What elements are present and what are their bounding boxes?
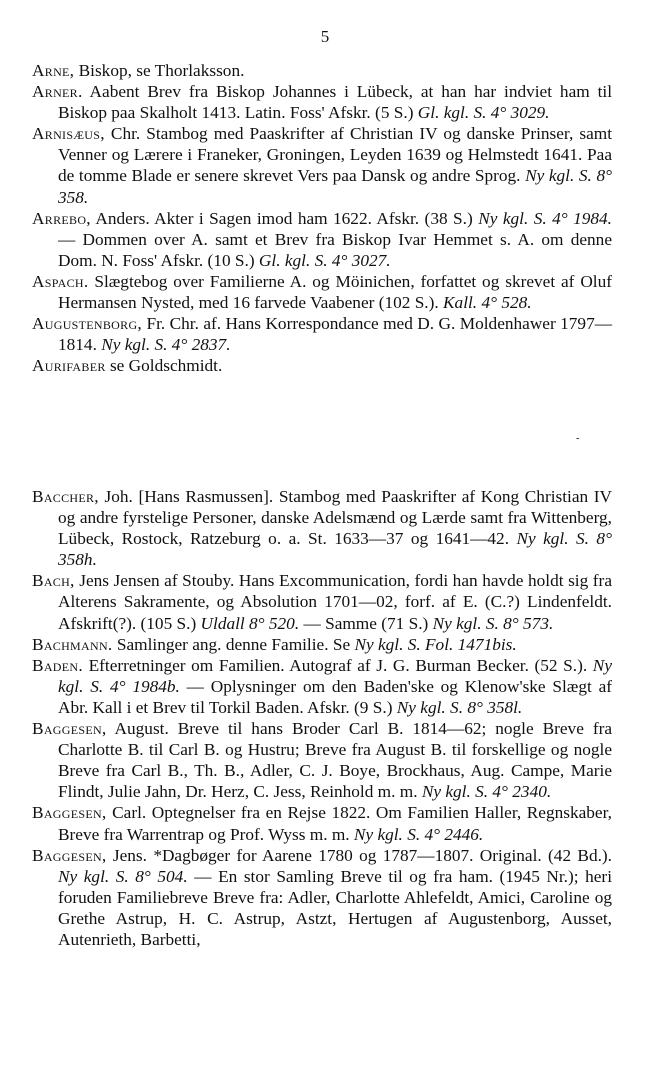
entry-text: Jens Jensen af Stouby. Hans Excommunication, fordi han havde holdt sig fra Alterens Sakramente, og Absolution 1701—02, forf. af E. (C.?) Lindenfeldt. Afskrift(?). (105 S.) xyxy=(58,571,612,633)
entry-bachmann xyxy=(32,634,612,655)
entries-section-a xyxy=(32,60,612,376)
shelfmark: Ny kgl. S. 4° 1984b. xyxy=(58,655,612,696)
entry-bach xyxy=(32,570,612,633)
entry-baggesen-august xyxy=(32,718,612,802)
entry-text: se Goldschmidt. xyxy=(105,356,223,376)
entry-baden xyxy=(32,655,612,718)
shelfmark: Ny kgl. S. 8° 358l. xyxy=(396,697,523,717)
entry-head: Arne, xyxy=(32,61,75,80)
entry-head: Bach, xyxy=(32,571,75,591)
entry-arne xyxy=(32,60,612,81)
entry-text: Jens. *Dagbøger for Aarene 1780 og 1787—1807. Original. (42 Bd.). xyxy=(106,845,612,865)
shelfmark: Ny kgl. S. 4° 2340. xyxy=(421,782,552,802)
entry-text: Joh. [Hans Rasmussen]. Stambog med Paaskrifter af Kong Christian IV og andre fyrstelige Personer, danske Adelsmænd og Lærde samt fra Wittenberg, Lübeck, Rostock, Ratzeburg o. a. St. 1633—37 og 1641—42. xyxy=(58,487,612,549)
entry-text: August. Breve til hans Broder Carl B. 1814—62; nogle Breve fra Charlotte B. til Carl B. og Hustru; Breve fra August B. til forskellige og nogle Breve fra Carl B., Th. B., Adler, C. J. Boye, Brockhaus, Aug. Campe, Marie Flindt, Julie Jahn, Dr. Herz, C. Jess, Reinhold m. m. xyxy=(58,719,612,802)
entry-text: Aabent Brev fra Biskop Johannes i Lübeck, at han har indviet ham til Biskop paa Skalholt 1413. Latin. Foss' Afskr. (5 S.) xyxy=(58,82,612,123)
entry-aurifaber xyxy=(32,355,612,376)
entry-text: — En stor Samling Breve til og fra ham. (1945 Nr.); heri foruden Familiebreve Breve fra: Adler, Charlotte Ahlefeldt, Amici, Caroline og Grethe Astrup, H. C. Astrup, Astzt, Hertugen af Augustenborg, Ausset, Autenrieth, Barbetti, xyxy=(58,866,612,949)
entry-arrebo xyxy=(32,208,612,271)
entry-text: Carl. Optegnelser fra en Rejse 1822. Om Familien Haller, Regnskaber, Breve fra Warrentrap og Prof. Wyss m. m. xyxy=(58,803,612,844)
entry-arnisaeus xyxy=(32,123,612,207)
shelfmark: Ny kgl. S. 8° 358. xyxy=(58,166,612,207)
shelfmark: Gl. kgl. S. 4° 3027. xyxy=(258,250,391,270)
entry-baggesen-carl xyxy=(32,802,612,844)
entry-arner xyxy=(32,81,612,123)
entry-text: — Dommen over A. samt et Brev fra Biskop Ivar Hemmet s. A. om denne Dom. N. Foss' Afskr. (10 S.) xyxy=(58,229,612,270)
shelfmark: Kall. 4° 528. xyxy=(443,293,532,313)
entry-text: Anders. Akter i Sagen imod ham 1622. Afskr. (38 S.) xyxy=(90,208,479,228)
entry-text: Biskop, se Thorlaksson. xyxy=(74,61,245,80)
entry-head: Baden. xyxy=(32,655,83,675)
shelfmark: Ny kgl. S. 4° 2837. xyxy=(101,335,231,355)
entry-head: Aurifaber xyxy=(32,356,106,376)
entry-text: Fr. Chr. af. Hans Korrespondance med D. G. Moldenhawer 1797—1814. xyxy=(58,314,612,355)
entry-baggesen-jens xyxy=(32,845,612,950)
entry-text: Chr. Stambog med Paaskrifter af Christian IV og danske Prinser, samt Venner og Lærere i Franeker, Groningen, Leyden 1639 og Helmstedt 1641. Paa de tomme Blade er senere skrevet Vers paa Dansk og andre Sprog. xyxy=(58,124,612,186)
entry-baccher xyxy=(32,486,612,570)
entry-text: Slægtebog over Familierne A. og Möinichen, forfattet og skrevet af Oluf Hermansen Nysted, med 16 farvede Vaabener (102 S.). xyxy=(58,271,612,313)
entries-section-b xyxy=(32,486,612,950)
entry-text: Efterretninger om Familien. Autograf af J. G. Burman Becker. (52 S.). xyxy=(82,655,593,675)
shelfmark: Ny kgl. S. 8° 504. xyxy=(58,866,188,886)
entry-head: Aspach. xyxy=(32,271,89,291)
shelfmark: Ny kgl. S. 8° 573. xyxy=(432,613,554,633)
stray-mark: - xyxy=(576,433,580,444)
entry-head: Arner. xyxy=(32,82,83,102)
entry-head: Bachmann. xyxy=(32,634,113,654)
entry-aspach xyxy=(32,271,612,313)
entry-head: Baggesen, xyxy=(32,845,107,865)
entry-head: Baggesen, xyxy=(32,803,107,823)
entry-text: Samlinger ang. denne Familie. Se xyxy=(112,634,355,654)
entry-text: — Samme (71 S.) xyxy=(299,613,433,633)
entry-augustenborg xyxy=(32,313,612,355)
entry-head: Arrebo, xyxy=(32,208,91,228)
shelfmark: Gl. kgl. S. 4° 3029. xyxy=(417,103,550,123)
shelfmark: Ny kgl. S. Fol. 1471bis. xyxy=(354,634,517,654)
shelfmark: Ny kgl. S. 8° 358h. xyxy=(58,529,612,570)
page-number: 5 xyxy=(320,27,330,46)
entry-head: Baccher, xyxy=(32,487,99,506)
entry-text: — Oplysninger om den Baden'ske og Klenow'ske Slægt af Abr. Kall i et Brev til Torkil Baden. Afskr. (9 S.) xyxy=(58,676,612,717)
shelfmark: Ny kgl. S. 4° 2446. xyxy=(353,824,484,844)
entry-head: Augustenborg, xyxy=(32,314,143,334)
entry-head: Arnisæus, xyxy=(32,124,105,144)
shelfmark: Ny kgl. S. 4° 1984. xyxy=(478,208,612,228)
shelfmark: Uldall 8° 520. xyxy=(200,613,300,633)
entry-head: Baggesen, xyxy=(32,719,107,739)
